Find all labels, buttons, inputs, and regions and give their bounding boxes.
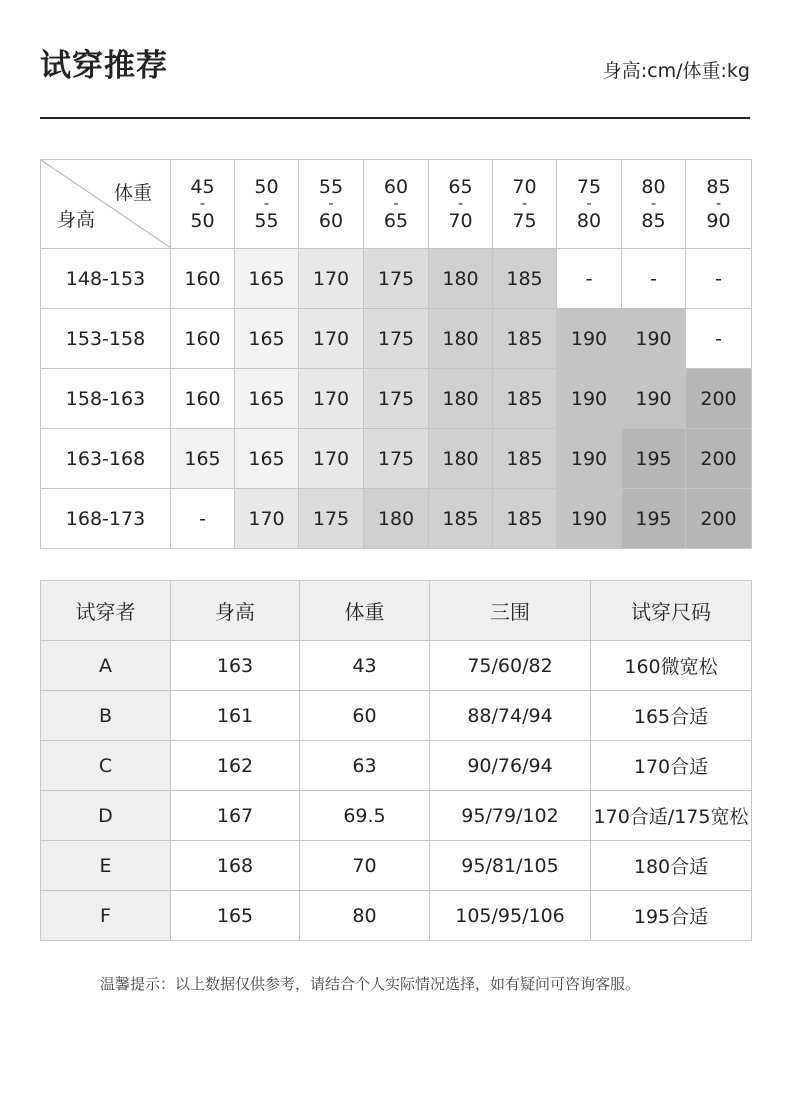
size-cell: 185 xyxy=(493,429,557,489)
unit-label: 身高:cm/体重:kg xyxy=(602,60,750,82)
tryon-cell: 170合适 xyxy=(591,741,752,791)
page-title: 试穿推荐 xyxy=(40,48,168,84)
size-cell: 190 xyxy=(557,489,622,549)
tryon-cell: 75/60/82 xyxy=(430,641,591,691)
tryon-results-table xyxy=(40,580,752,941)
height-range-cell: 168-173 xyxy=(41,489,171,549)
height-range-cell: 158-163 xyxy=(41,369,171,429)
tryon-cell: 43 xyxy=(300,641,430,691)
size-cell: - xyxy=(557,249,622,309)
size-cell: 180 xyxy=(429,249,493,309)
tryon-row xyxy=(41,841,752,891)
tryon-cell: 168 xyxy=(171,841,300,891)
weight-range-header: 80 - 85 xyxy=(622,160,686,249)
tryon-cell: 165 xyxy=(171,891,300,941)
size-cell: 195 xyxy=(622,489,686,549)
weight-range-header: 70 - 75 xyxy=(493,160,557,249)
size-cell: 200 xyxy=(686,429,752,489)
size-cell: 180 xyxy=(364,489,429,549)
column-header: 体重 xyxy=(300,581,430,641)
size-cell: 170 xyxy=(299,309,364,369)
tester-name-cell: F xyxy=(41,891,171,941)
height-range-cell: 148-153 xyxy=(41,249,171,309)
height-range-cell: 163-168 xyxy=(41,429,171,489)
weight-range-header: 85 - 90 xyxy=(686,160,752,249)
page-header xyxy=(40,36,750,86)
tryon-cell: 69.5 xyxy=(300,791,430,841)
weight-range-header: 50 - 55 xyxy=(235,160,299,249)
tryon-cell: 95/81/105 xyxy=(430,841,591,891)
size-cell: 160 xyxy=(171,249,235,309)
size-row xyxy=(41,369,752,429)
weight-range-header: 55 - 60 xyxy=(299,160,364,249)
size-cell: 165 xyxy=(235,249,299,309)
tryon-header-row xyxy=(41,581,752,641)
size-cell: 190 xyxy=(557,309,622,369)
size-cell: 190 xyxy=(557,429,622,489)
tryon-row xyxy=(41,891,752,941)
tester-name-cell: E xyxy=(41,841,171,891)
weight-header-row xyxy=(41,160,752,249)
column-header: 试穿者 xyxy=(41,581,171,641)
size-cell: 160 xyxy=(171,309,235,369)
size-cell: 165 xyxy=(235,369,299,429)
tryon-cell: 165合适 xyxy=(591,691,752,741)
size-cell: 160 xyxy=(171,369,235,429)
weight-range-header: 60 - 65 xyxy=(364,160,429,249)
tester-name-cell: D xyxy=(41,791,171,841)
tryon-cell: 180合适 xyxy=(591,841,752,891)
header-divider xyxy=(40,117,750,119)
size-cell: 180 xyxy=(429,429,493,489)
tryon-row xyxy=(41,741,752,791)
size-cell: 185 xyxy=(429,489,493,549)
size-cell: 175 xyxy=(299,489,364,549)
size-row xyxy=(41,309,752,369)
tryon-cell: 162 xyxy=(171,741,300,791)
tryon-cell: 163 xyxy=(171,641,300,691)
size-cell: 175 xyxy=(364,429,429,489)
tryon-cell: 70 xyxy=(300,841,430,891)
size-cell: - xyxy=(686,249,752,309)
size-cell: 185 xyxy=(493,249,557,309)
corner-header-cell xyxy=(41,160,171,249)
tryon-cell: 63 xyxy=(300,741,430,791)
size-cell: - xyxy=(686,309,752,369)
tryon-cell: 161 xyxy=(171,691,300,741)
size-cell: 180 xyxy=(429,309,493,369)
corner-weight-label: 体重 xyxy=(113,182,152,204)
tryon-cell: 195合适 xyxy=(591,891,752,941)
tryon-cell: 90/76/94 xyxy=(430,741,591,791)
tryon-row xyxy=(41,791,752,841)
size-cell: 190 xyxy=(622,369,686,429)
weight-range-header: 65 - 70 xyxy=(429,160,493,249)
weight-range-header: 45 - 50 xyxy=(171,160,235,249)
size-cell: 165 xyxy=(235,309,299,369)
column-header: 试穿尺码 xyxy=(591,581,752,641)
tryon-cell: 88/74/94 xyxy=(430,691,591,741)
height-range-cell: 153-158 xyxy=(41,309,171,369)
footer-note: 温馨提示：以上数据仅供参考，请结合个人实际情况选择，如有疑问可咨询客服。 xyxy=(100,975,641,993)
corner-height-label: 身高 xyxy=(57,209,96,231)
size-cell: - xyxy=(171,489,235,549)
tryon-row xyxy=(41,691,752,741)
size-cell: 190 xyxy=(557,369,622,429)
size-cell: - xyxy=(622,249,686,309)
tryon-cell: 167 xyxy=(171,791,300,841)
tryon-cell: 80 xyxy=(300,891,430,941)
weight-range-header: 75 - 80 xyxy=(557,160,622,249)
size-row xyxy=(41,489,752,549)
size-cell: 195 xyxy=(622,429,686,489)
tester-name-cell: C xyxy=(41,741,171,791)
size-cell: 165 xyxy=(235,429,299,489)
size-cell: 185 xyxy=(493,369,557,429)
column-header: 三围 xyxy=(430,581,591,641)
size-cell: 180 xyxy=(429,369,493,429)
tryon-cell: 95/79/102 xyxy=(430,791,591,841)
tryon-cell: 105/95/106 xyxy=(430,891,591,941)
size-cell: 170 xyxy=(299,249,364,309)
column-header: 身高 xyxy=(171,581,300,641)
size-cell: 170 xyxy=(299,369,364,429)
size-cell: 190 xyxy=(622,309,686,369)
size-cell: 185 xyxy=(493,489,557,549)
size-cell: 165 xyxy=(171,429,235,489)
tester-name-cell: A xyxy=(41,641,171,691)
size-cell: 170 xyxy=(235,489,299,549)
size-cell: 175 xyxy=(364,309,429,369)
tryon-cell: 160微宽松 xyxy=(591,641,752,691)
size-cell: 175 xyxy=(364,249,429,309)
size-recommendation-table xyxy=(40,159,752,549)
size-cell: 200 xyxy=(686,369,752,429)
size-cell: 170 xyxy=(299,429,364,489)
tester-name-cell: B xyxy=(41,691,171,741)
size-cell: 175 xyxy=(364,369,429,429)
tryon-row xyxy=(41,641,752,691)
tryon-cell: 170合适/175宽松 xyxy=(591,791,752,841)
size-row xyxy=(41,249,752,309)
tryon-cell: 60 xyxy=(300,691,430,741)
size-row xyxy=(41,429,752,489)
size-cell: 185 xyxy=(493,309,557,369)
size-cell: 200 xyxy=(686,489,752,549)
